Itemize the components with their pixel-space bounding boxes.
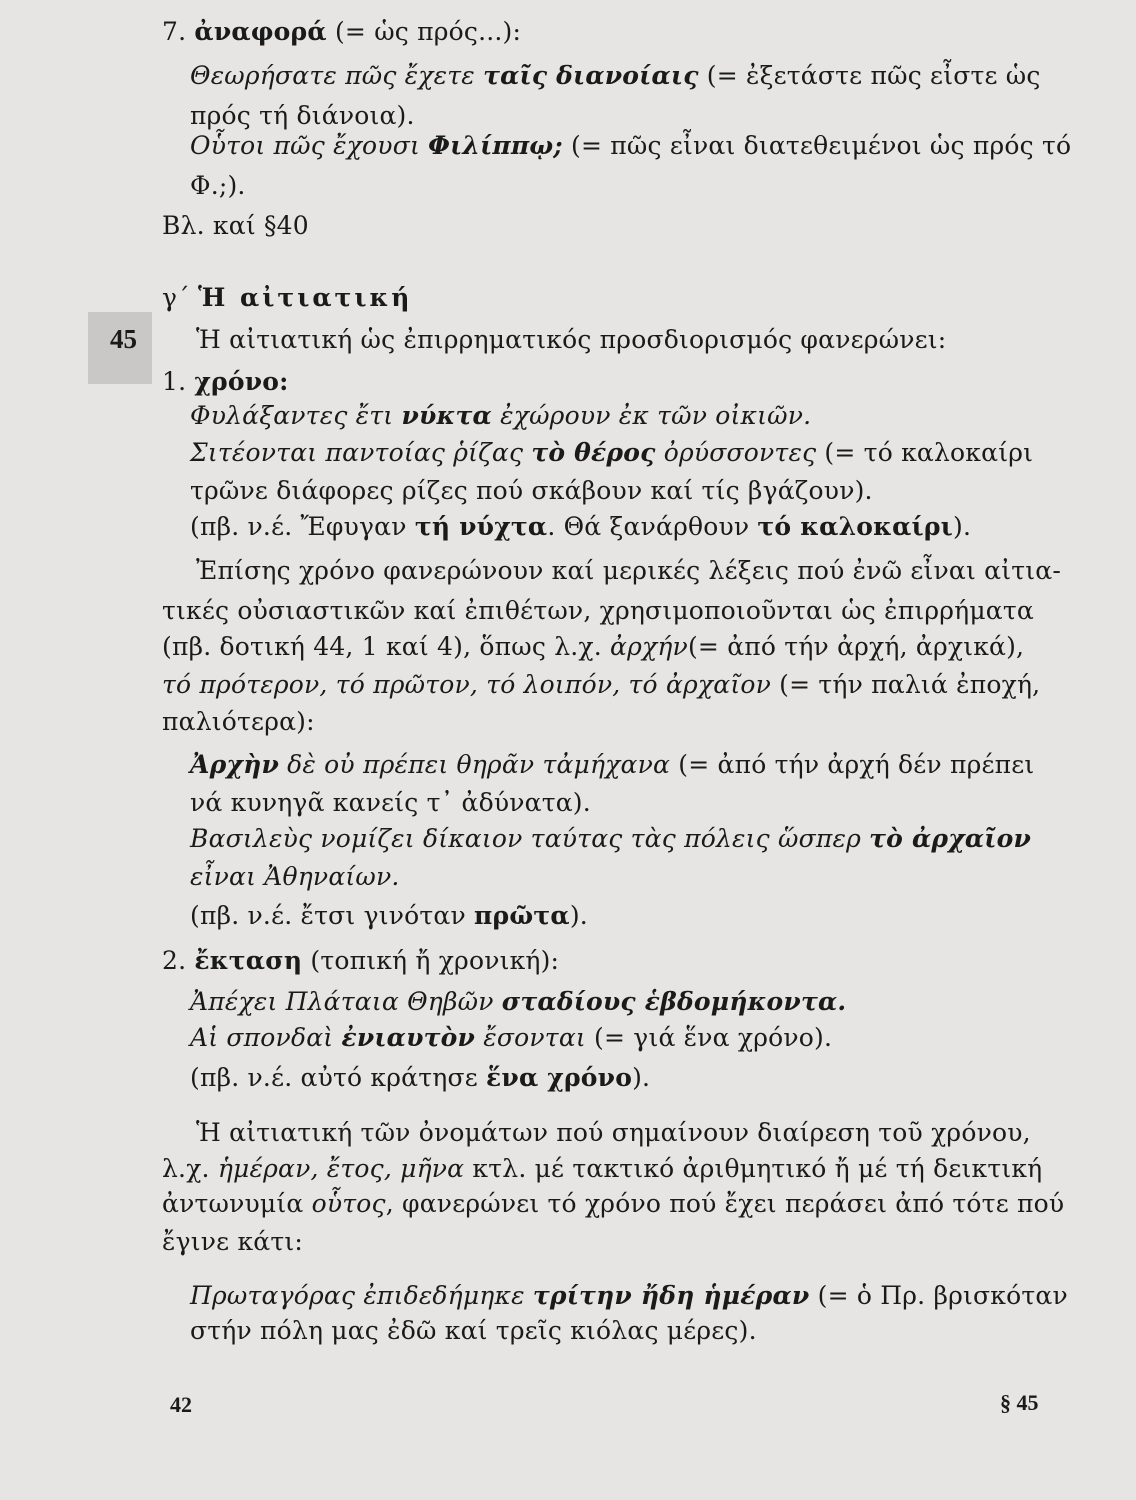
text-segment: ἡμέραν, ἔτος, μῆνα <box>217 1154 465 1183</box>
text-segment: Θεωρήσατε πῶς ἔχετε <box>190 61 484 90</box>
text-segment: τρῶνε διάφορες ρίζες πού σκάβουν καί τίς βγάζουν). <box>190 476 873 505</box>
text-line <box>190 1278 1068 1314</box>
text-segment: χρόνο: <box>194 367 289 396</box>
text-segment: (πβ. δοτική 44, 1 καί 4), ὅπως λ.χ. <box>162 632 611 661</box>
text-line <box>190 785 591 821</box>
text-segment: (πβ. ν.έ. Ἔφυγαν <box>190 512 415 541</box>
text-segment: Φ.;). <box>190 171 246 200</box>
text-segment: τὸ θέρος <box>531 438 656 467</box>
text-line <box>162 1186 1064 1222</box>
text-segment: στήν πόλη μας ἐδῶ καί τρεῖς κιόλας μέρες). <box>190 1316 757 1345</box>
text-segment: Βλ. καί §40 <box>162 211 309 240</box>
text-segment: κτλ. μέ τακτικό ἀριθμητικό ἤ μέ τή δεικτική <box>464 1154 1043 1183</box>
text-segment: ἀναφορά <box>194 17 327 46</box>
text-segment: τό πρότερον, τό πρῶτον, τό λοιπόν, τό ἀρχαῖον <box>162 670 771 699</box>
text-segment: ἔκταση <box>194 946 303 975</box>
text-line <box>190 1313 757 1349</box>
page-number: 42 <box>170 1392 192 1417</box>
text-segment: , φανερώνει τό χρόνο πού ἔχει περάσει ἀπό τότε πού <box>385 1189 1065 1218</box>
text-segment: ἐχώρουν ἐκ τῶν οἰκιῶν. <box>491 401 812 430</box>
text-segment: (= ἀπό τήν ἀρχή δέν πρέπει <box>670 750 1035 779</box>
text-segment: δὲ οὐ πρέπει θηρᾶν τἀμήχανα <box>279 750 671 779</box>
text-segment: Σιτέονται παντοίας ῥίζας <box>190 438 532 467</box>
text-line <box>190 747 1034 783</box>
section-reference: § 45 <box>1000 1390 1039 1415</box>
text-line <box>162 704 315 740</box>
section-heading <box>162 280 412 316</box>
text-segment: οὗτος <box>311 1189 386 1218</box>
text-line <box>162 629 1024 665</box>
text-segment: ἀρχήν <box>610 632 688 661</box>
text-segment: νά κυνηγᾶ κανείς τ᾽ ἀδύνατα). <box>190 788 591 817</box>
text-line <box>190 1060 650 1096</box>
text-segment: πρός τή διάνοια). <box>190 101 415 130</box>
text-segment: (= τήν παλιά ἐποχή, <box>771 670 1041 699</box>
text-segment: Αἱ σπονδαὶ <box>190 1023 342 1052</box>
text-line <box>196 553 1061 589</box>
text-line <box>190 821 1031 857</box>
text-segment: λ.χ. <box>162 1154 218 1183</box>
text-segment: 7. <box>162 17 195 46</box>
text-segment: (= ἐξετάστε πῶς εἶστε ὡς <box>698 61 1041 90</box>
text-segment: τικές οὐσιαστικῶν καί ἐπιθέτων, χρησιμοποιοῦνται ὡς ἐπιρρήματα <box>162 596 1035 625</box>
text-segment: νύκτα <box>401 401 492 430</box>
text-segment: ἕνα χρόνο <box>486 1063 633 1092</box>
text-line <box>190 898 588 934</box>
text-segment: Φιλίππῳ; <box>428 131 563 160</box>
text-segment: ). <box>952 512 972 541</box>
text-segment: ἐνιαυτὸν <box>341 1023 476 1052</box>
text-segment: ὀρύσσοντες <box>655 438 817 467</box>
text-segment: ). <box>569 901 588 930</box>
text-line <box>190 509 971 545</box>
text-segment: τρίτην ἤδη ἡμέραν <box>532 1281 810 1310</box>
text-segment: Ἡ αἰτιατική <box>198 283 413 312</box>
text-line <box>162 364 289 400</box>
text-segment: εἶναι Ἀθηναίων. <box>190 862 400 891</box>
text-line <box>196 1115 1031 1151</box>
text-segment: πρῶτα <box>474 901 570 930</box>
text-segment: Πρωταγόρας ἐπιδεδήμηκε <box>190 1281 533 1310</box>
text-segment: (πβ. ν.έ. αὐτό κράτησε <box>190 1063 487 1092</box>
text-line <box>190 168 246 204</box>
text-line <box>162 667 1040 703</box>
text-segment: (= γιά ἕνα χρόνο). <box>585 1023 833 1052</box>
text-segment: παλιότερα): <box>162 707 315 736</box>
text-segment: τή νύχτα <box>414 512 548 541</box>
text-line <box>196 322 946 358</box>
text-segment: γ΄ <box>162 283 198 312</box>
text-line <box>190 435 1033 471</box>
text-line <box>190 398 811 434</box>
text-line <box>190 58 1041 94</box>
text-segment: Οὗτοι πῶς ἔχουσι <box>190 131 429 160</box>
text-segment: (= ὁ Πρ. βρισκόταν <box>809 1281 1068 1310</box>
text-line <box>162 1224 303 1260</box>
text-segment: Ἀρχὴν <box>190 750 279 779</box>
text-segment: τὸ ἀρχαῖον <box>869 824 1032 853</box>
text-segment: τό καλοκαίρι <box>757 512 953 541</box>
text-segment: 1. <box>162 367 195 396</box>
text-segment: Ἐπίσης χρόνο φανερώνουν καί μερικές λέξεις πού ἐνῶ εἶναι αἰτια- <box>196 556 1062 585</box>
text-segment: Φυλάξαντες ἔτι <box>190 401 402 430</box>
text-line <box>190 984 846 1020</box>
text-segment: ). <box>632 1063 651 1092</box>
text-line <box>162 208 309 244</box>
text-segment: Ἡ αἰτιατική ὡς ἐπιρρηματικός προσδιορισμός φανερώνει: <box>196 325 947 354</box>
text-segment: σταδίους ἑβδομήκοντα. <box>501 987 847 1016</box>
text-segment: (= τό καλοκαίρι <box>816 438 1034 467</box>
text-segment: Ἡ αἰτιατική τῶν ὀνομάτων πού σημαίνουν διαίρεση τοῦ χρόνου, <box>196 1118 1031 1147</box>
text-segment: Βασιλεὺς νομίζει δίκαιον ταύτας τὰς πόλεις ὥσπερ <box>190 824 870 853</box>
text-line <box>162 593 1034 629</box>
text-segment: ταῖς διανοίαις <box>483 61 699 90</box>
text-line <box>190 859 400 895</box>
text-line <box>162 14 521 50</box>
text-segment: ἔγινε κάτι: <box>162 1227 304 1256</box>
text-segment: . Θά ξανάρθουν <box>547 512 758 541</box>
text-segment: (πβ. ν.έ. ἔτσι γινόταν <box>190 901 475 930</box>
text-segment: (= πῶς εἶναι διατεθειμένοι ὡς πρός τό <box>562 131 1072 160</box>
text-line <box>162 943 559 979</box>
section-marker-number: 45 <box>110 324 137 354</box>
text-segment: Ἀπέχει Πλάταια Θηβῶν <box>190 987 502 1016</box>
text-line <box>162 1151 1042 1187</box>
text-segment: (= ἀπό τήν ἀρχή, ἀρχικά), <box>687 632 1025 661</box>
text-segment: (τοπική ἤ χρονική): <box>302 946 560 975</box>
text-line <box>190 128 1071 164</box>
text-segment: (= ὡς πρός...): <box>326 17 522 46</box>
text-segment: 2. <box>162 946 195 975</box>
text-segment: ἔσονται <box>475 1023 586 1052</box>
text-segment: ἀντωνυμία <box>162 1189 312 1218</box>
text-line <box>190 473 873 509</box>
text-line <box>190 1020 832 1056</box>
